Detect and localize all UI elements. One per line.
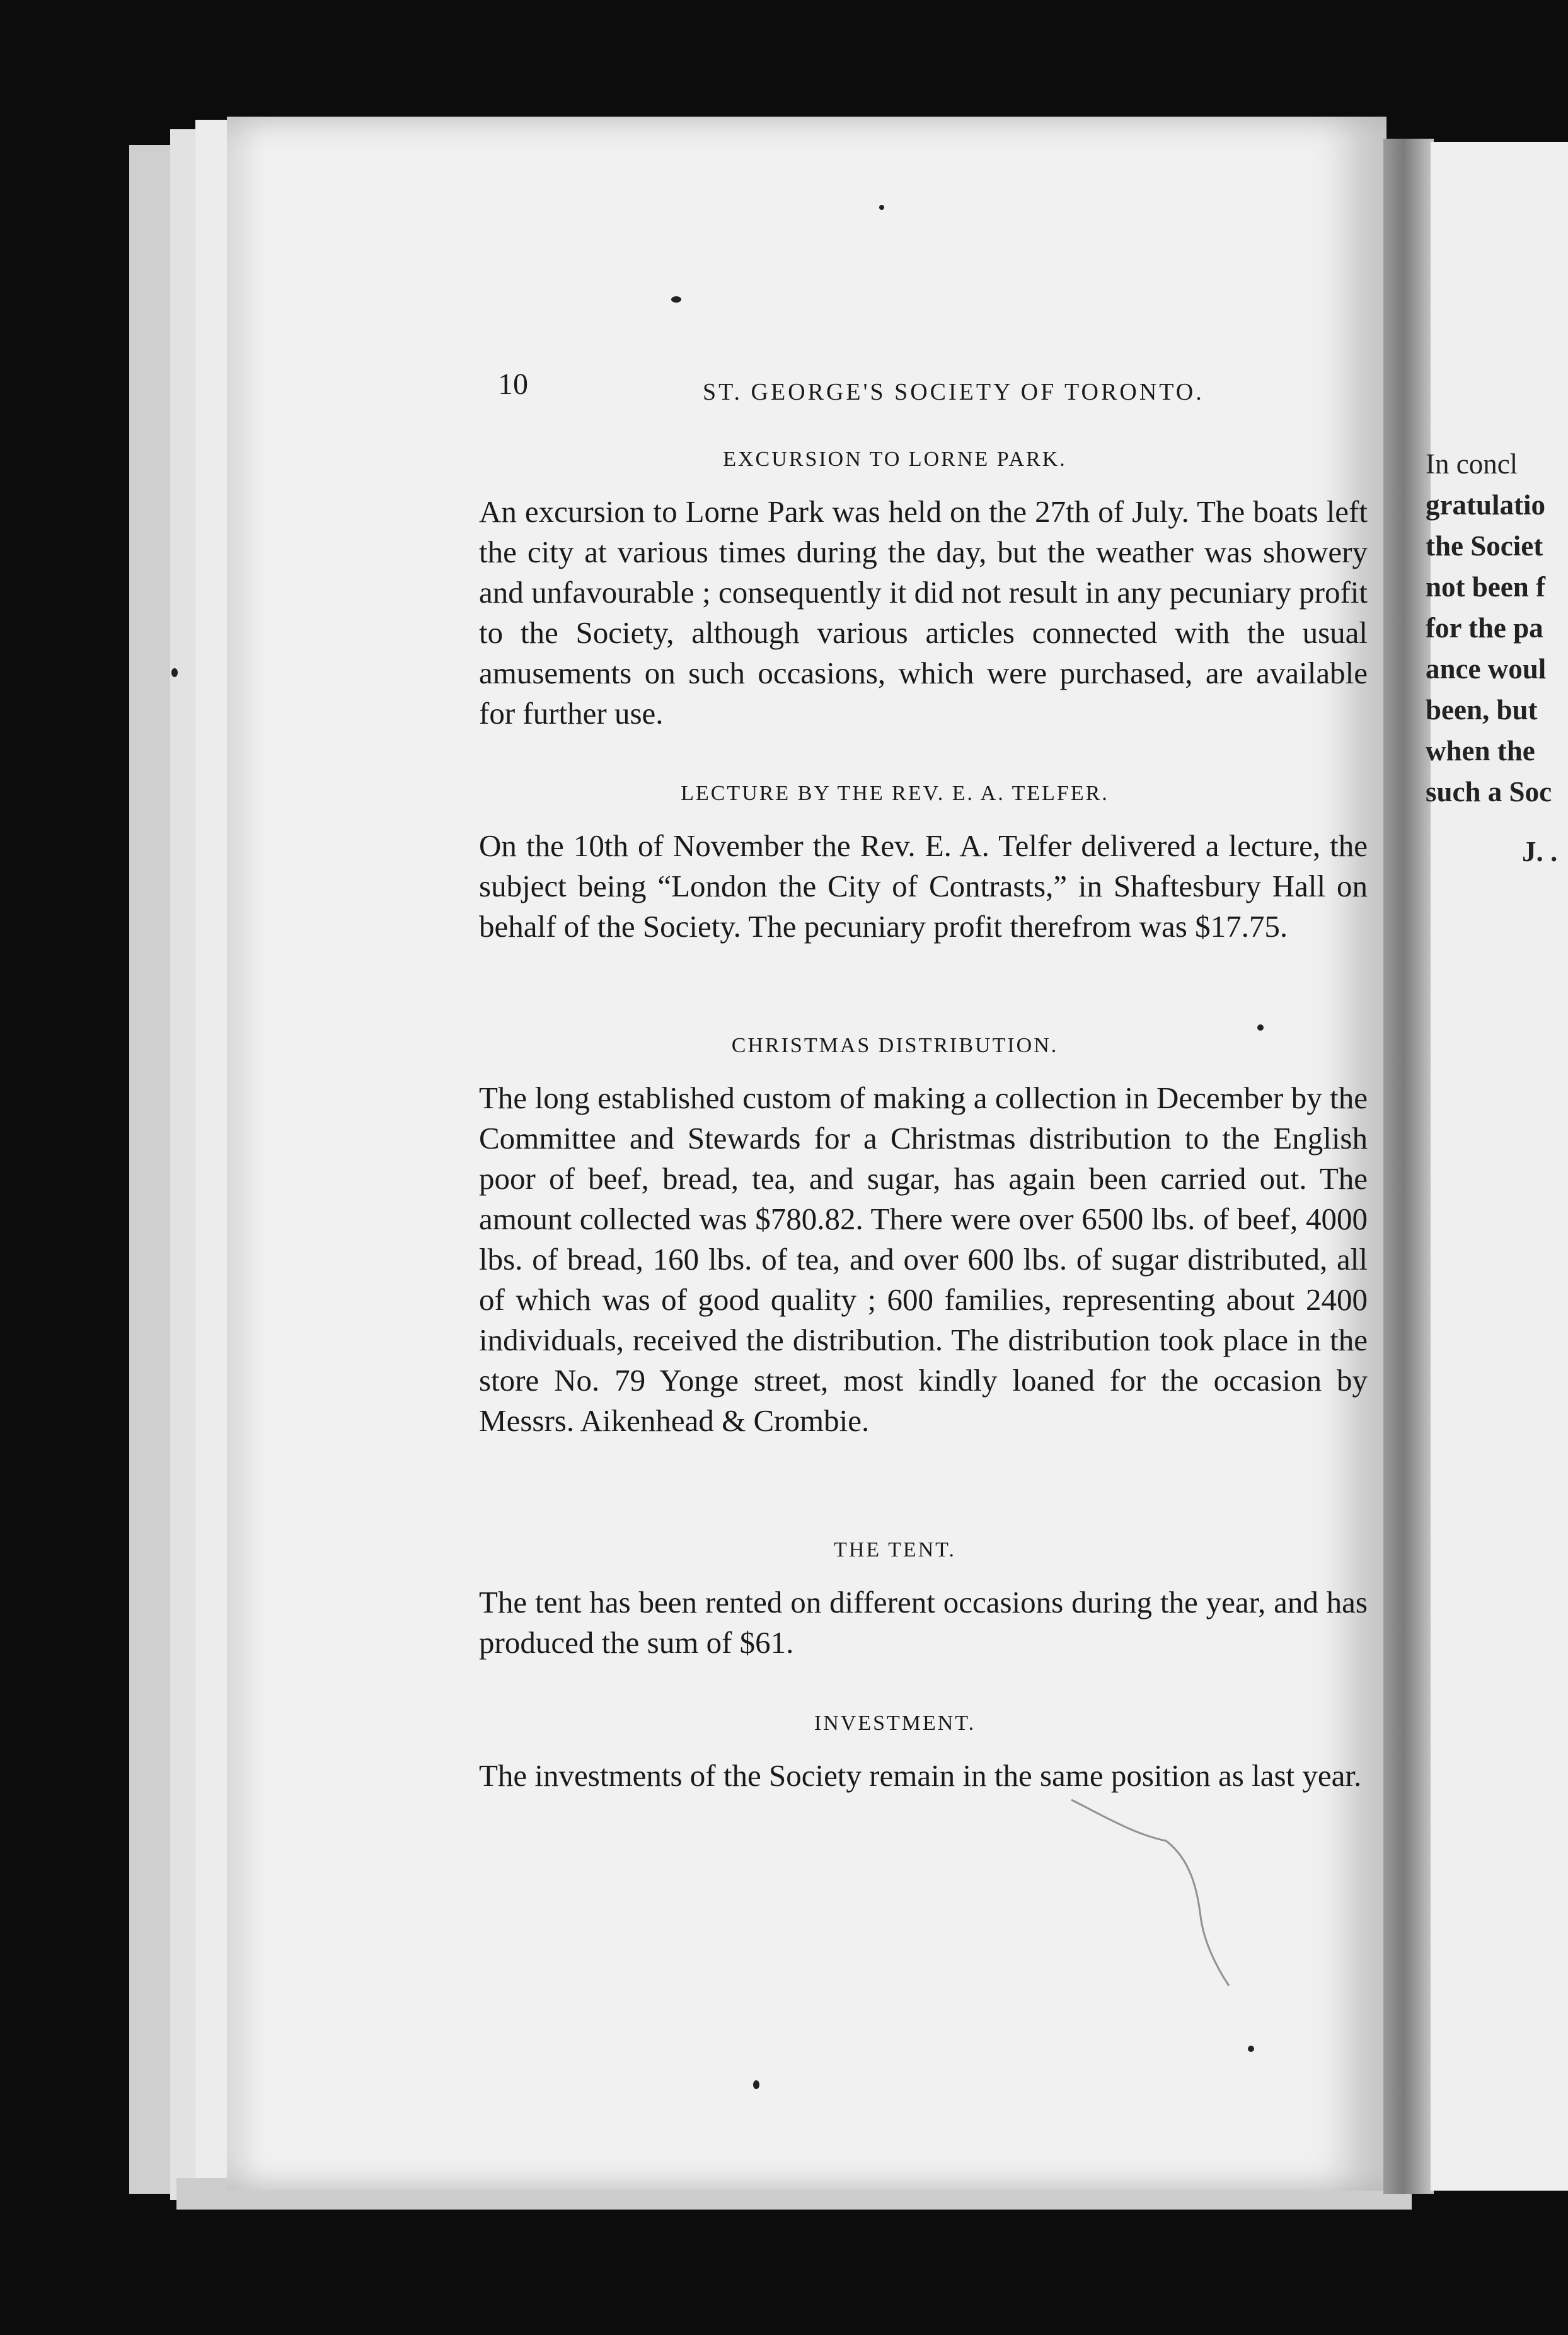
section-heading-christmas: CHRISTMAS DISTRIBUTION.: [731, 1034, 1059, 1057]
paragraph-christmas: The long established custom of making a collection in December by the Committee and Stewards for a Christmas distribution to the English poor of beef, bread, tea, and sugar, has again been carried out. The amount collected was $780.82. There were over 6500 lbs. of beef, 4000 lbs. of bread, 160 lbs. of tea, and over 600 lbs. of sugar distributed, all of which was of good quality ; 600 families, representing about 2400 individuals, received the distribution. The distribution took place in the store No. 79 Yonge street, most kindly loaned for the occasion by Messrs. Aikenhead & Crombie.: [479, 1081, 1368, 1438]
paragraph-tent: The tent has been rented on different occasions during the year, and has produced the sum of $61.: [479, 1585, 1368, 1660]
page-number: 10: [498, 368, 528, 401]
facing-line: gratulatio: [1426, 489, 1545, 521]
facing-line: for the pa: [1426, 612, 1543, 644]
section-heading-lecture: LECTURE BY THE REV. E. A. TELFER.: [681, 782, 1109, 805]
book-gutter: [1383, 139, 1434, 2194]
ink-speck: [671, 296, 681, 303]
facing-line: In concl: [1426, 448, 1518, 480]
running-title: ST. GEORGE'S SOCIETY OF TORONTO.: [703, 379, 1204, 405]
section-heading-tent: THE TENT.: [834, 1538, 956, 1561]
ink-speck: [171, 668, 178, 677]
paragraph-lecture: On the 10th of November the Rev. E. A. Telfer delivered a lecture, the subject being “London the City of Contrasts,” in Shaftesbury Hall on behalf of the Society. The pecuniary profit therefrom was $17.75.: [479, 828, 1368, 944]
paper-crease: [1065, 1790, 1242, 1992]
paragraph-excursion: An excursion to Lorne Park was held on the 27th of July. The boats left the city at various times during the day, but the weather was showery and unfavourable ; consequently it did not result in any pecuniary profit to the Society, although various articles connected with the usual amusements on such occasions, which were purchased, are available for further use.: [479, 494, 1368, 731]
section-heading-excursion: EXCURSION TO LORNE PARK.: [723, 448, 1067, 471]
facing-line: such a Soc: [1426, 776, 1552, 808]
ink-speck: [879, 205, 884, 210]
facing-line: been, but: [1426, 694, 1538, 726]
facing-line: not been f: [1426, 571, 1545, 603]
facing-line: J. .: [1522, 836, 1558, 867]
facing-line: ance woul: [1426, 653, 1547, 685]
ink-speck: [1248, 2046, 1254, 2052]
ink-speck: [1257, 1024, 1264, 1031]
facing-line: when the: [1426, 735, 1535, 767]
facing-line: the Societ: [1426, 530, 1543, 562]
paragraph-investment: The investments of the Society remain in the same position as last year.: [479, 1758, 1362, 1793]
section-heading-investment: INVESTMENT.: [814, 1712, 976, 1735]
ink-speck: [753, 2080, 759, 2089]
